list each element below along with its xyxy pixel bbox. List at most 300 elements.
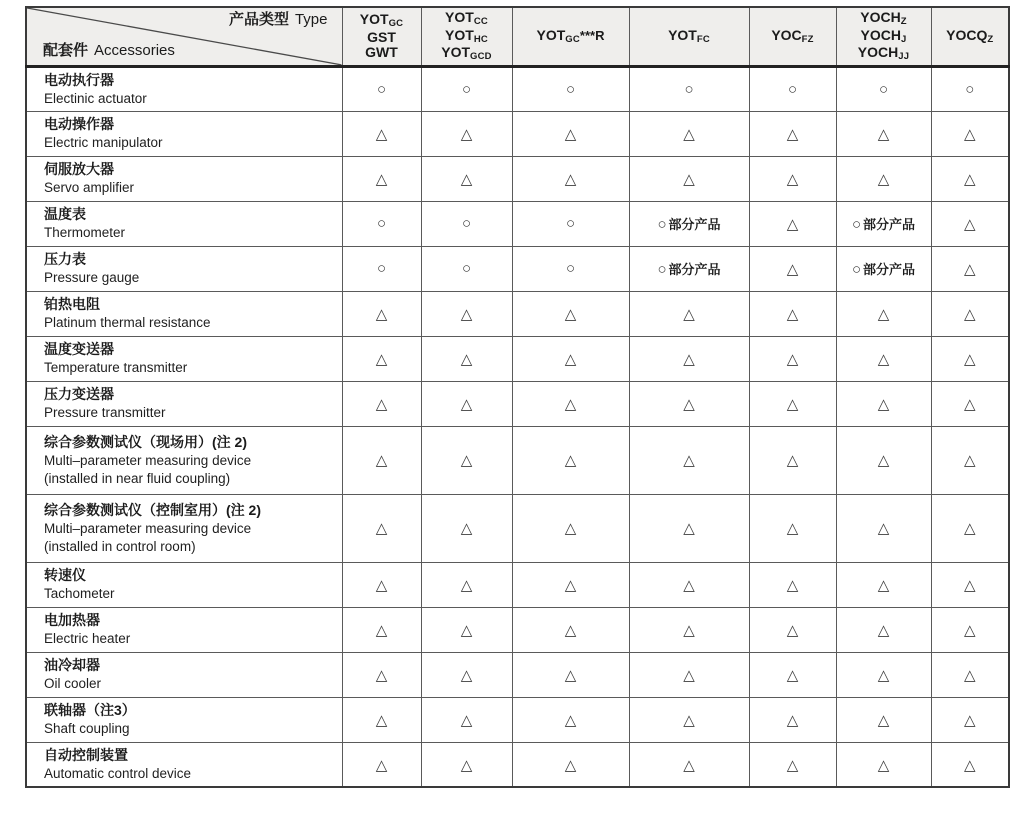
triangle-icon: △ <box>963 260 976 278</box>
row-label-en: Pressure transmitter <box>44 405 166 421</box>
model-name: YOCH <box>857 44 899 61</box>
accessories-header <box>27 43 342 65</box>
model-suffix: JJ <box>898 51 910 63</box>
triangle-icon: △ <box>963 305 976 323</box>
triangle-icon: △ <box>683 711 695 729</box>
triangle-icon: △ <box>963 395 976 413</box>
product-type-label-zh: 产品类型 <box>228 11 289 28</box>
model-suffix: Z <box>987 33 994 45</box>
product-type-header <box>27 8 342 29</box>
column-header-line <box>344 30 420 46</box>
symbol-cell <box>749 697 836 742</box>
symbol-cell <box>512 381 629 426</box>
symbol-cell <box>421 697 512 742</box>
triangle-icon: △ <box>460 666 473 684</box>
triangle-icon: △ <box>375 395 388 413</box>
symbol-cell <box>836 607 931 652</box>
triangle-icon: △ <box>375 711 388 729</box>
triangle-icon: △ <box>375 666 388 684</box>
symbol-cell <box>629 697 749 742</box>
column-header-yotcc-yothc-yotgcd <box>421 7 512 66</box>
symbol-cell <box>629 336 749 381</box>
table-row <box>26 562 1009 607</box>
symbol-cell <box>342 652 421 697</box>
row-label-zh: 电加热器 <box>44 612 100 629</box>
table-row <box>26 381 1009 426</box>
triangle-icon: △ <box>877 756 890 774</box>
triangle-icon: △ <box>375 756 388 774</box>
model-suffix: GCD <box>470 51 492 63</box>
symbol-cell <box>421 201 512 246</box>
symbol-cell <box>629 426 749 494</box>
symbol-cell <box>931 201 1009 246</box>
circle-icon: ○ <box>565 260 576 278</box>
accessories-label-en: Accessories <box>94 42 175 60</box>
triangle-icon: △ <box>460 520 473 538</box>
symbol-cell <box>836 742 931 787</box>
model-name: YOCH <box>860 9 901 25</box>
row-label-en: Tachometer <box>44 586 115 602</box>
row-label-en: Automatic control device <box>44 766 192 782</box>
accessories-label-zh: 配套件 <box>43 42 89 60</box>
symbol-cell <box>512 652 629 697</box>
partial-product-note: 部分产品 <box>863 262 916 278</box>
triangle-icon: △ <box>564 452 577 470</box>
triangle-icon: △ <box>786 395 799 413</box>
symbol-cell <box>512 494 629 562</box>
triangle-icon: △ <box>460 452 473 470</box>
triangle-icon: △ <box>564 621 577 639</box>
triangle-icon: △ <box>564 756 577 774</box>
triangle-icon: △ <box>963 520 976 538</box>
triangle-icon: △ <box>460 350 473 368</box>
model-name: YOCQ <box>946 26 988 43</box>
symbol-cell <box>342 246 421 291</box>
column-header-line <box>423 45 511 63</box>
symbol-cell <box>931 607 1009 652</box>
product-type-label-en: Type <box>294 11 328 28</box>
symbol-cell <box>836 111 931 156</box>
symbol-cell <box>512 607 629 652</box>
symbol-cell <box>421 652 512 697</box>
triangle-icon: △ <box>564 666 577 684</box>
symbol-cell <box>342 742 421 787</box>
row-label <box>26 607 342 652</box>
column-header-yocqz <box>931 7 1009 66</box>
symbol-cell <box>836 201 931 246</box>
row-label-zh: 温度表 <box>44 206 86 223</box>
model-suffix: J <box>900 33 907 45</box>
triangle-icon: △ <box>877 305 890 323</box>
row-label <box>26 426 342 494</box>
table-row <box>26 246 1009 291</box>
triangle-icon: △ <box>786 452 799 470</box>
triangle-icon: △ <box>786 666 799 684</box>
triangle-icon: △ <box>877 452 890 470</box>
circle-icon: ○ <box>878 80 889 98</box>
table-row <box>26 111 1009 156</box>
row-label-zh: 联轴器（注3） <box>44 702 136 719</box>
symbol-cell <box>931 381 1009 426</box>
symbol-cell <box>931 246 1009 291</box>
triangle-icon: △ <box>786 576 799 594</box>
symbol-cell <box>629 607 749 652</box>
symbol-cell <box>421 291 512 336</box>
symbol-cell <box>836 381 931 426</box>
triangle-icon: △ <box>963 215 976 233</box>
symbol-cell <box>421 381 512 426</box>
table-row <box>26 742 1009 787</box>
table-row <box>26 336 1009 381</box>
symbol-cell <box>749 111 836 156</box>
partial-product-note: 部分产品 <box>668 217 721 233</box>
row-label-en: Multi–parameter measuring device <box>44 520 252 536</box>
row-label-en: Electric manipulator <box>44 135 163 151</box>
triangle-icon: △ <box>375 576 388 594</box>
symbol-cell <box>342 426 421 494</box>
circle-icon: ○ <box>461 215 472 233</box>
symbol-cell <box>749 381 836 426</box>
table-body <box>26 66 1009 787</box>
symbol-cell <box>421 156 512 201</box>
table-row <box>26 652 1009 697</box>
triangle-icon: △ <box>963 711 976 729</box>
symbol-cell <box>342 291 421 336</box>
triangle-icon: △ <box>786 621 799 639</box>
symbol-cell <box>421 336 512 381</box>
model-name: YOCH <box>860 26 901 43</box>
symbol-cell <box>836 336 931 381</box>
row-label <box>26 742 342 787</box>
symbol-cell <box>512 697 629 742</box>
triangle-icon: △ <box>375 125 388 143</box>
symbol-cell <box>749 291 836 336</box>
triangle-icon: △ <box>963 125 976 143</box>
row-label-zh: 压力变送器 <box>44 386 114 403</box>
row-label-zh: 温度变送器 <box>44 341 114 358</box>
symbol-cell <box>421 66 512 111</box>
triangle-icon: △ <box>786 711 799 729</box>
row-label-en: Shaft coupling <box>44 721 130 737</box>
symbol-cell <box>836 494 931 562</box>
triangle-icon: △ <box>683 125 695 143</box>
symbol-cell <box>749 66 836 111</box>
model-name: YOT <box>668 26 697 43</box>
symbol-cell <box>931 742 1009 787</box>
symbol-cell <box>836 156 931 201</box>
symbol-cell <box>749 156 836 201</box>
symbol-cell <box>342 201 421 246</box>
triangle-icon: △ <box>786 756 799 774</box>
table-row <box>26 607 1009 652</box>
triangle-icon: △ <box>683 666 695 684</box>
model-suffix: CC <box>473 16 488 27</box>
triangle-icon: △ <box>683 350 695 368</box>
row-label-en: Servo amplifier <box>44 180 135 196</box>
triangle-icon: △ <box>683 576 695 594</box>
triangle-icon: △ <box>460 621 473 639</box>
symbol-cell <box>931 494 1009 562</box>
model-name: YOT <box>441 44 471 61</box>
symbol-cell <box>421 742 512 787</box>
model-suffix: Z <box>900 16 907 27</box>
circle-icon: ○ <box>965 80 975 98</box>
row-label <box>26 494 342 562</box>
row-label-zh: 自动控制装置 <box>44 747 128 764</box>
triangle-icon: △ <box>564 350 577 368</box>
circle-icon: ○ <box>461 80 472 98</box>
circle-icon: ○ <box>376 215 387 233</box>
row-label-en: Platinum thermal resistance <box>44 315 211 331</box>
triangle-icon: △ <box>877 711 890 729</box>
column-header-line <box>423 28 511 46</box>
symbol-cell <box>421 111 512 156</box>
symbol-cell <box>421 562 512 607</box>
row-label <box>26 291 342 336</box>
symbol-cell <box>931 336 1009 381</box>
symbol-cell <box>629 156 749 201</box>
triangle-icon: △ <box>877 666 890 684</box>
triangle-icon: △ <box>786 215 799 233</box>
symbol-cell <box>931 291 1009 336</box>
triangle-icon: △ <box>963 350 976 368</box>
row-label-en: Temperature transmitter <box>44 360 188 376</box>
column-header-yocfz <box>749 7 836 66</box>
symbol-cell <box>629 111 749 156</box>
row-label-en: Pressure gauge <box>44 270 140 286</box>
symbol-cell <box>512 246 629 291</box>
row-label-zh: 伺服放大器 <box>44 161 114 178</box>
column-header-line <box>838 28 930 46</box>
symbol-cell <box>931 652 1009 697</box>
symbol-cell <box>629 494 749 562</box>
model-suffix: FC <box>696 33 710 45</box>
symbol-cell <box>749 426 836 494</box>
row-label-zh: 电动执行器 <box>44 71 114 88</box>
symbol-cell <box>512 562 629 607</box>
symbol-cell <box>342 156 421 201</box>
symbol-cell <box>629 246 749 291</box>
triangle-icon: △ <box>564 520 577 538</box>
table-row <box>26 426 1009 494</box>
triangle-icon: △ <box>460 395 473 413</box>
circle-icon: ○ <box>376 260 387 278</box>
triangle-icon: △ <box>786 520 799 538</box>
triangle-icon: △ <box>460 711 473 729</box>
circle-icon: ○ <box>565 215 576 233</box>
row-label-zh: 转速仪 <box>44 567 86 584</box>
symbol-cell <box>749 607 836 652</box>
triangle-icon: △ <box>877 125 890 143</box>
triangle-icon: △ <box>877 170 890 188</box>
circle-icon: ○ <box>461 260 472 278</box>
triangle-icon: △ <box>375 452 388 470</box>
triangle-icon: △ <box>877 621 890 639</box>
symbol-cell <box>749 246 836 291</box>
triangle-icon: △ <box>564 305 577 323</box>
model-name: YOT <box>445 26 474 43</box>
symbol-cell <box>836 697 931 742</box>
model-name: YOT <box>359 10 389 27</box>
triangle-icon: △ <box>877 350 890 368</box>
symbol-cell <box>512 742 629 787</box>
circle-icon: ○ <box>684 80 694 98</box>
circle-icon: ○ <box>565 80 576 98</box>
symbol-cell <box>629 742 749 787</box>
symbol-cell <box>512 201 629 246</box>
triangle-icon: △ <box>460 305 473 323</box>
symbol-cell <box>512 111 629 156</box>
symbol-cell <box>421 607 512 652</box>
symbol-cell <box>931 697 1009 742</box>
row-label-zh: 综合参数测试仪（控制室用）(注 2) <box>44 501 261 518</box>
symbol-cell <box>512 426 629 494</box>
symbol-cell <box>749 336 836 381</box>
model-tail: ***R <box>579 27 605 43</box>
symbol-cell <box>629 381 749 426</box>
row-label <box>26 562 342 607</box>
triangle-icon: △ <box>460 170 473 188</box>
triangle-icon: △ <box>683 170 695 188</box>
row-label-en: Oil cooler <box>44 676 102 692</box>
row-label-en: Electinic actuator <box>44 90 147 106</box>
triangle-icon: △ <box>564 125 577 143</box>
symbol-cell <box>749 494 836 562</box>
row-label-zh: 电动操作器 <box>44 116 114 133</box>
symbol-cell <box>342 562 421 607</box>
symbol-cell <box>342 66 421 111</box>
table-row <box>26 697 1009 742</box>
triangle-icon: △ <box>963 576 976 594</box>
column-header-line <box>751 28 835 46</box>
column-header-yotgc-star-r <box>512 7 629 66</box>
symbol-cell <box>749 562 836 607</box>
symbol-cell <box>629 291 749 336</box>
column-header-line <box>838 45 930 63</box>
triangle-icon: △ <box>460 125 473 143</box>
triangle-icon: △ <box>375 305 388 323</box>
symbol-cell <box>629 652 749 697</box>
model-suffix: HC <box>473 33 488 45</box>
symbol-cell <box>931 156 1009 201</box>
triangle-icon: △ <box>683 395 695 413</box>
triangle-icon: △ <box>877 395 890 413</box>
table-row <box>26 291 1009 336</box>
column-header-yotgc-gst-gwt <box>342 7 421 66</box>
row-label-zh: 铂热电阻 <box>44 296 100 313</box>
symbol-cell <box>629 201 749 246</box>
triangle-icon: △ <box>683 305 695 323</box>
circle-icon: ○ <box>787 80 798 98</box>
symbol-cell <box>342 336 421 381</box>
row-label-en: Electric heater <box>44 631 131 647</box>
model-name: GWT <box>365 44 398 61</box>
symbol-cell <box>836 652 931 697</box>
triangle-icon: △ <box>375 621 388 639</box>
row-label-en: Thermometer <box>44 225 126 241</box>
column-header-line <box>933 28 1008 46</box>
column-header-line <box>631 28 748 46</box>
symbol-cell <box>749 201 836 246</box>
triangle-icon: △ <box>786 350 799 368</box>
triangle-icon: △ <box>564 170 577 188</box>
circle-icon: ○ <box>851 261 862 279</box>
symbol-cell <box>421 246 512 291</box>
row-label-en: (installed in near fluid coupling) <box>44 470 231 486</box>
symbol-cell <box>342 697 421 742</box>
table-row <box>26 201 1009 246</box>
triangle-icon: △ <box>877 520 890 538</box>
symbol-cell <box>836 66 931 111</box>
symbol-cell <box>836 426 931 494</box>
circle-icon: ○ <box>851 216 862 234</box>
symbol-cell <box>512 66 629 111</box>
row-label-zh: 油冷却器 <box>44 657 100 674</box>
column-header-line <box>514 28 628 46</box>
circle-icon: ○ <box>376 80 387 98</box>
table-row <box>26 156 1009 201</box>
row-label <box>26 381 342 426</box>
row-label <box>26 652 342 697</box>
symbol-cell <box>512 291 629 336</box>
row-label-en: (installed in control room) <box>44 538 196 554</box>
symbol-cell <box>629 562 749 607</box>
row-label-zh: 综合参数测试仪（现场用）(注 2) <box>44 433 247 450</box>
model-suffix: GC <box>388 17 404 29</box>
circle-icon: ○ <box>657 261 667 279</box>
symbol-cell <box>931 562 1009 607</box>
partial-product-note: 部分产品 <box>668 262 721 278</box>
row-label <box>26 336 342 381</box>
triangle-icon: △ <box>375 350 388 368</box>
triangle-icon: △ <box>786 125 799 143</box>
row-label <box>26 111 342 156</box>
model-suffix: FZ <box>801 33 814 45</box>
triangle-icon: △ <box>877 576 890 594</box>
symbol-cell <box>512 336 629 381</box>
triangle-icon: △ <box>460 756 473 774</box>
row-label-zh: 压力表 <box>44 251 86 268</box>
row-label <box>26 156 342 201</box>
symbol-cell <box>836 291 931 336</box>
triangle-icon: △ <box>564 711 577 729</box>
symbol-cell <box>512 156 629 201</box>
table-row <box>26 494 1009 562</box>
model-name: YOT <box>445 9 474 25</box>
row-label <box>26 246 342 291</box>
column-header-yochz-yochj-yochjj <box>836 7 931 66</box>
triangle-icon: △ <box>963 621 976 639</box>
triangle-icon: △ <box>963 452 976 470</box>
model-name: YOC <box>771 26 802 43</box>
row-label <box>26 201 342 246</box>
model-suffix: GC <box>565 33 580 45</box>
table-row <box>26 66 1009 111</box>
triangle-icon: △ <box>375 520 388 538</box>
triangle-icon: △ <box>786 260 799 278</box>
triangle-icon: △ <box>564 576 577 594</box>
triangle-icon: △ <box>683 756 695 774</box>
symbol-cell <box>629 66 749 111</box>
partial-product-note: 部分产品 <box>863 217 916 233</box>
triangle-icon: △ <box>786 305 799 323</box>
symbol-cell <box>749 652 836 697</box>
symbol-cell <box>421 494 512 562</box>
accessories-compatibility-table <box>25 6 1010 788</box>
column-header-line <box>344 45 420 61</box>
corner-inner <box>27 8 342 65</box>
triangle-icon: △ <box>963 666 976 684</box>
